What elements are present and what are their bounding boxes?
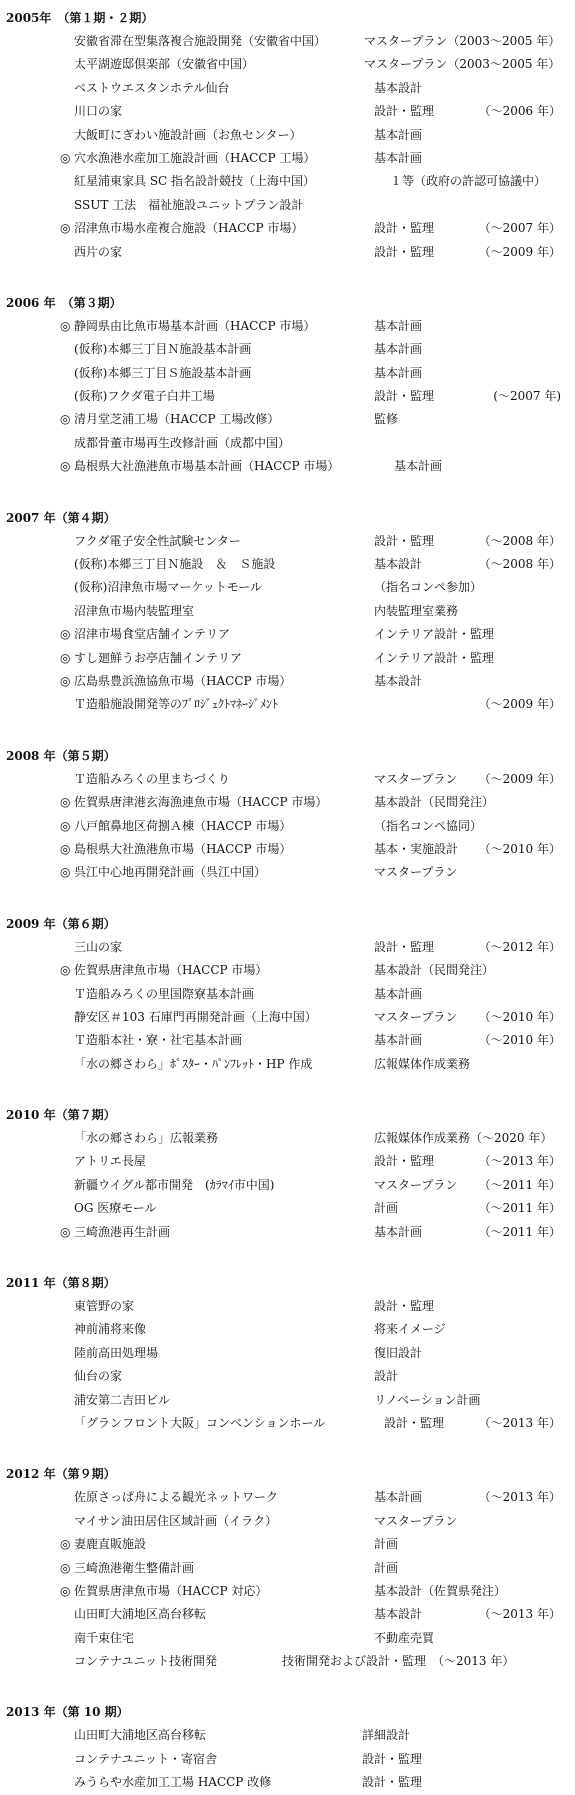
project-scope: マスタープラン	[374, 771, 458, 786]
project-scope: 計画	[374, 1537, 399, 1552]
project-period: （～2010 年）	[478, 1033, 561, 1048]
project-entry	[0, 1412, 575, 1435]
project-entry	[0, 1389, 575, 1412]
project-name: OG 医療モール	[74, 1201, 157, 1216]
project-name: (仮称)本郷三丁目Ｎ施設 ＆ Ｓ施設	[74, 557, 276, 572]
project-entry	[0, 147, 575, 170]
project-period: （～2011 年）	[478, 1177, 561, 1192]
project-entry	[0, 53, 575, 76]
project-scope: インテリア設計・監理	[374, 627, 495, 642]
project-entry	[0, 1150, 575, 1173]
project-entry	[0, 838, 575, 861]
project-entry	[0, 217, 575, 240]
project-entry	[0, 1627, 575, 1650]
project-name: 佐原さっぱ舟による観光ネットワーク	[74, 1490, 279, 1505]
section-spacer	[0, 717, 575, 744]
project-name: Ｔ造船みろくの里まちづくり	[74, 771, 230, 786]
haccp-mark: ◎	[60, 627, 71, 642]
section-spacer	[0, 479, 575, 506]
project-name: 沼津魚市場内装監理室	[74, 603, 195, 618]
project-scope: 基本計画	[374, 150, 423, 165]
year-heading: 2012 年（第９期）	[6, 1467, 116, 1482]
project-period: （～2010 年）	[478, 841, 561, 856]
project-period: (～2007 年)	[493, 389, 561, 404]
project-name: 神前浦将来像	[74, 1322, 147, 1337]
project-entry	[0, 77, 575, 100]
project-entry	[0, 408, 575, 431]
project-name: 清月堂芝浦工場（HACCP 工場改修）	[74, 412, 280, 427]
project-name: 八戸館鼻地区荷捌Ａ棟（HACCP 市場）	[74, 818, 292, 833]
section-spacer	[0, 1076, 575, 1103]
project-entry	[0, 1053, 575, 1076]
haccp-mark: ◎	[60, 150, 71, 165]
project-name: ベストウエスタンホテル仙台	[74, 80, 230, 95]
project-period: （～2007 年）	[478, 221, 561, 236]
year-heading: 2007 年（第４期）	[6, 510, 116, 525]
project-name: (仮称)本郷三丁目Ｓ施設基本計画	[74, 365, 252, 380]
project-scope: 設計	[374, 1369, 399, 1384]
project-scope: 内装監理室業務	[374, 603, 459, 618]
project-name: 島根県大社漁港魚市場（HACCP 市場）	[74, 841, 292, 856]
project-name: 「水の郷さわら」ﾎﾟｽﾀｰ・ﾊﾟﾝﾌﾚｯﾄ・HP 作成	[74, 1056, 313, 1071]
haccp-mark: ◎	[60, 795, 71, 810]
project-name: 静安区＃103 石庫門再開発計画（上海中国）	[74, 1009, 317, 1024]
project-name: 「水の郷さわら」広報業務	[74, 1131, 219, 1146]
project-name: 広島県豊浜漁協魚市場（HACCP 市場）	[74, 673, 292, 688]
project-period: （～2009 年）	[478, 697, 561, 712]
haccp-mark: ◎	[60, 412, 71, 427]
year-heading: 2010 年（第７期）	[6, 1108, 116, 1123]
project-entry	[0, 338, 575, 361]
project-name: 安徽省滞在型集落複合施設開発（安徽省中国）	[74, 34, 327, 48]
project-entry	[0, 1318, 575, 1341]
haccp-mark: ◎	[60, 1583, 71, 1598]
project-name: 静岡県由比魚市場基本計画（HACCP 市場）	[74, 318, 316, 333]
project-entry	[0, 241, 575, 264]
project-entry	[0, 647, 575, 670]
project-name: 陸前高田処理場	[74, 1345, 159, 1360]
haccp-mark: ◎	[60, 963, 71, 978]
project-name: (仮称)本郷三丁目Ｎ施設基本計画	[74, 342, 252, 357]
year-heading: 2006 年 （第３期）	[6, 295, 122, 310]
project-scope: 基本計画	[374, 1224, 423, 1239]
project-entry	[0, 1295, 575, 1318]
haccp-mark: ◎	[60, 673, 71, 688]
project-period: （～2009 年）	[478, 244, 561, 259]
project-entry	[0, 1724, 575, 1747]
project-scope: インテリア設計・監理	[374, 650, 495, 665]
project-entry	[0, 432, 575, 455]
year-heading: 2005年 （第１期・２期）	[6, 11, 154, 25]
project-name: 大飯町にぎわい施設計画（お魚センター）	[74, 127, 302, 142]
haccp-mark: ◎	[60, 221, 71, 236]
project-period: （～2010 年）	[478, 1009, 561, 1024]
project-scope: 広報媒体作成業務（～2020 年）	[374, 1131, 553, 1146]
project-name: 南千束住宅	[74, 1630, 135, 1645]
project-name: 紅星浦東家具 SC 指名設計競技（上海中国）	[74, 174, 316, 189]
project-scope: マスタープラン	[374, 865, 458, 880]
project-entry	[0, 1006, 575, 1029]
project-entry	[0, 1603, 575, 1626]
project-entry	[0, 791, 575, 814]
project-scope: 将来イメージ	[374, 1322, 446, 1337]
project-scope: 基本計画	[374, 127, 423, 142]
project-scope: 基本計画	[374, 1490, 423, 1505]
project-period: （～2011 年）	[478, 1224, 561, 1239]
project-scope: 基本設計	[374, 673, 423, 688]
project-scope: 設計・監理	[374, 104, 435, 119]
project-name: 山田町大浦地区高台移転	[74, 1607, 207, 1622]
project-entry	[0, 1029, 575, 1052]
project-scope: 設計・監理	[374, 1299, 435, 1314]
project-scope: 設計・監理	[374, 389, 435, 404]
project-scope: 設計・監理	[374, 1154, 435, 1169]
project-scope: マスタープラン	[374, 1009, 458, 1024]
project-entry	[0, 1174, 575, 1197]
section-spacer	[0, 1244, 575, 1271]
project-entry	[0, 1127, 575, 1150]
project-scope: 広報媒体作成業務	[374, 1056, 471, 1071]
project-name: 成都骨董市場再生改修計画（成都中国）	[74, 435, 291, 450]
haccp-mark: ◎	[60, 818, 71, 833]
project-period: （～2013 年）	[478, 1154, 561, 1169]
project-entry	[0, 30, 575, 53]
project-name: 佐賀県唐津港玄海漁連魚市場（HACCP 市場）	[74, 795, 328, 810]
project-entry	[0, 100, 575, 123]
haccp-mark: ◎	[60, 1224, 71, 1239]
project-entry	[0, 1771, 575, 1794]
project-name: 「グランフロント大阪」コンベンションホール	[74, 1415, 326, 1430]
haccp-mark: ◎	[60, 841, 71, 856]
project-entry	[0, 170, 575, 193]
project-entry	[0, 576, 575, 599]
project-scope: 設計・監理	[362, 1751, 423, 1766]
project-entry	[0, 1533, 575, 1556]
haccp-mark: ◎	[60, 1537, 71, 1552]
project-period: （～2012 年）	[478, 939, 561, 954]
project-scope: 設計・監理	[374, 533, 435, 548]
project-entry	[0, 385, 575, 408]
project-entry	[0, 455, 575, 478]
year-heading: 2008 年（第５期）	[6, 748, 116, 763]
project-name: みうらや水産加工工場 HACCP 改修	[74, 1775, 272, 1790]
project-period: （～2008 年）	[478, 557, 561, 572]
project-entry	[0, 315, 575, 338]
haccp-mark: ◎	[60, 1560, 71, 1575]
project-name: 三崎漁港再生計画	[74, 1224, 171, 1239]
project-entry	[0, 1748, 575, 1771]
section-spacer	[0, 885, 575, 912]
project-scope: リノベーション計画	[374, 1392, 481, 1407]
section-spacer	[0, 1435, 575, 1462]
project-period: （～2013 年）	[478, 1415, 561, 1430]
project-name: 三崎漁港衛生整備計画	[74, 1560, 195, 1575]
project-name: 沼津市場食堂店舗インテリア	[74, 627, 231, 642]
project-name: 浦安第二吉田ビル	[74, 1392, 171, 1407]
project-scope: 基本計画	[394, 459, 443, 474]
project-scope: 基本設計（民間発注）	[374, 795, 495, 810]
project-entry	[0, 553, 575, 576]
project-entry	[0, 693, 575, 716]
project-name: Ｔ造船本社・寮・社宅基本計画	[74, 1033, 243, 1048]
project-name: (仮称)沼津魚市場マーケットモール	[74, 580, 263, 595]
project-scope: １等（政府の許認可協議中）	[390, 174, 547, 189]
project-name: 三山の家	[74, 939, 123, 954]
project-entry	[0, 1197, 575, 1220]
project-entry	[0, 194, 575, 217]
project-name: コンテナユニット技術開発	[74, 1654, 218, 1669]
project-name: 仙台の家	[74, 1369, 123, 1384]
project-entry	[0, 815, 575, 838]
project-name: 妻鹿直販施設	[74, 1537, 147, 1552]
project-scope: 技術開発および設計・監理 （～2013 年）	[282, 1654, 515, 1669]
project-entry	[0, 959, 575, 982]
project-entry	[0, 1486, 575, 1509]
project-name: Ｔ造船みろくの里国際寮基本計画	[74, 986, 255, 1001]
project-entry	[0, 1365, 575, 1388]
project-entry	[0, 1650, 575, 1673]
project-name: フクダ電子安全性試験センター	[74, 533, 241, 548]
project-entry	[0, 1557, 575, 1580]
project-period: （～2006 年）	[478, 104, 561, 119]
project-scope: 設計・監理	[374, 221, 435, 236]
project-entry	[0, 530, 575, 553]
haccp-mark: ◎	[60, 459, 71, 474]
project-scope: 計画	[374, 1201, 399, 1216]
project-period: （～2013 年）	[478, 1490, 561, 1505]
project-name: コンテナユニット・寄宿舎	[74, 1751, 218, 1766]
project-scope: 設計・監理	[374, 939, 435, 954]
project-entry	[0, 983, 575, 1006]
project-scope: 基本・実施設計	[374, 841, 459, 856]
project-entry	[0, 936, 575, 959]
project-scope: 基本計画	[374, 365, 423, 380]
project-entry	[0, 670, 575, 693]
project-scope: 基本計画	[374, 342, 423, 357]
project-name: 島根県大社漁港魚市場基本計画（HACCP 市場）	[74, 459, 340, 474]
project-period: （～2008 年）	[478, 533, 561, 548]
project-name: 佐賀県唐津魚市場（HACCP 市場）	[74, 963, 268, 978]
project-name: マイサン油田居住区域計画（イラク）	[74, 1513, 278, 1528]
project-name: (仮称)フクダ電子白井工場	[74, 389, 215, 404]
project-scope: （指名コンペ参加）	[374, 580, 483, 595]
project-name: 東管野の家	[74, 1299, 135, 1314]
haccp-mark: ◎	[60, 650, 71, 665]
year-heading: 2009 年（第６期）	[6, 916, 116, 931]
project-name: 川口の家	[74, 104, 123, 119]
project-name: 呉江中心地再開発計画（呉江中国）	[74, 865, 267, 880]
project-name: すし廻鮮うお亭店舗インテリア	[74, 650, 243, 665]
project-entry	[0, 124, 575, 147]
section-spacer	[0, 1673, 575, 1700]
project-scope: 不動産売買	[374, 1630, 435, 1645]
project-scope: マスタープラン	[374, 1513, 458, 1528]
project-scope: （指名コンペ協同）	[374, 818, 483, 833]
project-scope: 基本設計（佐賀県発注）	[374, 1583, 507, 1598]
project-name: 沼津魚市場水産複合施設（HACCP 市場）	[74, 221, 304, 236]
project-name: 穴水漁港水産加工施設計画（HACCP 工場）	[74, 150, 316, 165]
project-entry	[0, 768, 575, 791]
project-entry	[0, 1221, 575, 1244]
project-name: 佐賀県唐津魚市場（HACCP 対応）	[74, 1583, 268, 1598]
project-period: （～2011 年）	[478, 1201, 561, 1216]
haccp-mark: ◎	[60, 318, 71, 333]
project-scope: 基本計画	[374, 318, 423, 333]
project-entry	[0, 600, 575, 623]
project-scope: 設計・監理	[362, 1775, 423, 1790]
project-entry	[0, 1580, 575, 1603]
project-scope: 基本設計	[374, 1607, 423, 1622]
project-name: 新疆ウイグル都市開発 (ｶﾗﾏｲ市中国)	[74, 1177, 275, 1192]
project-scope: 復旧設計	[374, 1345, 423, 1360]
project-name: 山田町大浦地区高台移転	[74, 1728, 207, 1743]
project-scope: 基本計画	[374, 1033, 423, 1048]
project-entry	[0, 623, 575, 646]
project-entry	[0, 1342, 575, 1365]
project-scope: マスタープラン（2003～2005 年）	[364, 34, 561, 48]
year-heading: 2013 年（第 10 期）	[6, 1705, 129, 1720]
project-scope: 基本設計	[374, 557, 423, 572]
project-period: （～2009 年）	[478, 771, 561, 786]
project-scope: マスタープラン（2003～2005 年）	[364, 57, 561, 72]
project-scope: 計画	[374, 1560, 399, 1575]
project-scope: 詳細設計	[362, 1728, 411, 1743]
project-scope: 基本設計	[374, 80, 423, 95]
project-scope: マスタープラン	[374, 1177, 458, 1192]
project-name: Ｔ造船施設開発等のﾌﾟﾛｼﾞｪｸﾄﾏﾈｰｼﾞﾒﾝﾄ	[74, 697, 279, 712]
project-scope: 設計・監理	[384, 1415, 445, 1430]
project-name: アトリエ長屋	[74, 1154, 146, 1169]
project-period: （～2013 年）	[478, 1607, 561, 1622]
project-scope: 監修	[374, 412, 399, 427]
project-entry	[0, 1510, 575, 1533]
project-scope: 設計・監理	[374, 244, 435, 259]
project-scope: 基本計画	[374, 986, 423, 1001]
project-name: 太平湖遊邸倶楽部（安徽省中国）	[74, 57, 255, 72]
year-heading: 2011 年（第８期）	[6, 1276, 116, 1291]
project-scope: 基本設計（民間発注）	[374, 963, 495, 978]
project-name: SSUT 工法 福祉施設ユニットプラン設計	[74, 197, 304, 212]
project-entry	[0, 362, 575, 385]
project-name: 西片の家	[74, 244, 123, 259]
haccp-mark: ◎	[60, 865, 71, 880]
project-entry	[0, 861, 575, 884]
section-spacer	[0, 264, 575, 291]
